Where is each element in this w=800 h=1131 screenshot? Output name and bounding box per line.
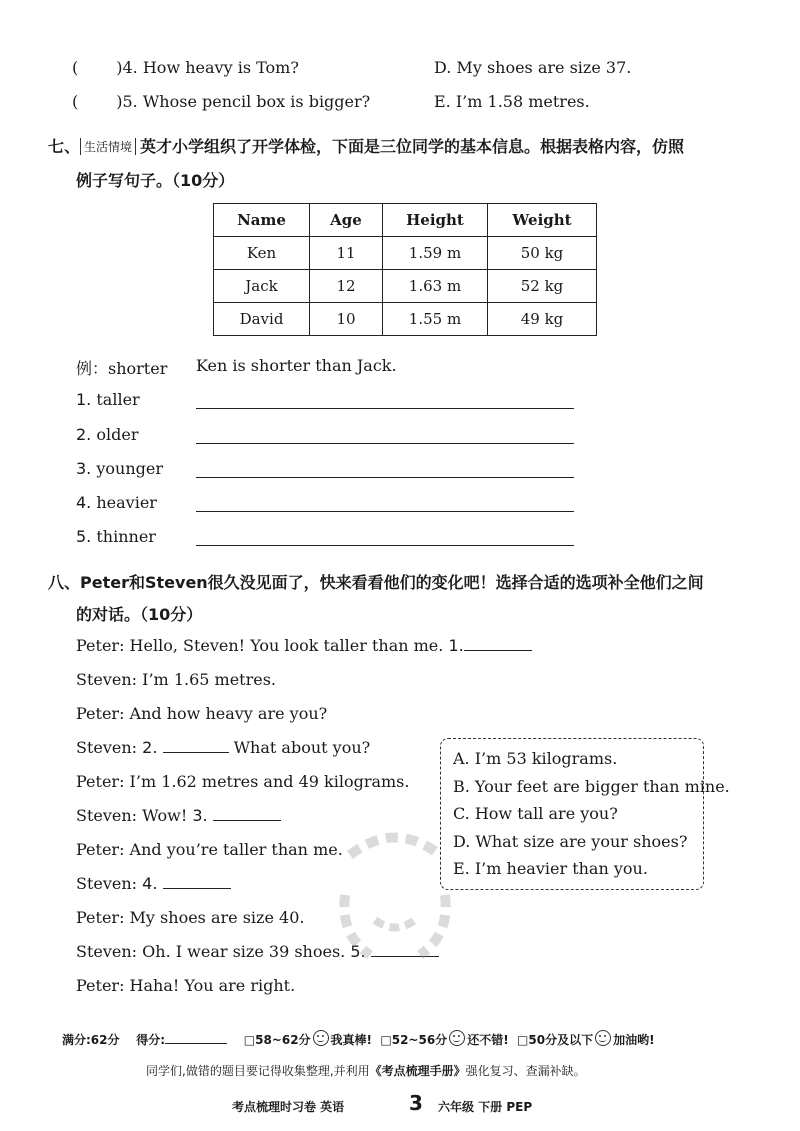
example-sentence: Ken is shorter than Jack.	[196, 356, 397, 375]
table-header-row	[214, 204, 597, 237]
cheer-face-icon	[595, 1030, 611, 1046]
options-box	[440, 738, 730, 890]
writing-line-3[interactable]	[196, 477, 574, 478]
score-blank[interactable]	[165, 1042, 227, 1044]
header-weight: Weight	[488, 204, 597, 237]
bracket-open: (	[72, 92, 79, 111]
sentence-item-2: 2. older	[76, 425, 139, 444]
cell-weight: 49 kg	[488, 303, 597, 336]
section7-tag: 生活情境	[80, 138, 136, 155]
cell-height: 1.55 m	[383, 303, 488, 336]
cell-weight: 50 kg	[488, 237, 597, 270]
section7-instructions-line1: 英才小学组织了开学体检，下面是三位同学的基本信息。根据表格内容，仿照	[140, 137, 685, 156]
dialogue-line: Peter: I’m 1.62 metres and 49 kilograms.	[76, 772, 410, 791]
table-row	[214, 237, 597, 270]
bracket-close: )	[116, 92, 123, 111]
dialogue-line: Peter: My shoes are size 40.	[76, 908, 305, 927]
header-age: Age	[310, 204, 383, 237]
smile-face-icon	[449, 1030, 465, 1046]
question-text: 4. How heavy is Tom?	[122, 58, 299, 77]
score-label: 得分:	[136, 1033, 166, 1047]
review-note: 同学们,做错的题目要记得收集整理,并利用《考点梳理手册》强化复习、查漏补缺。	[146, 1064, 586, 1078]
match-answer-d: D. My shoes are size 37.	[434, 58, 632, 77]
section8-heading	[48, 570, 704, 593]
table-row	[214, 270, 597, 303]
rating-text-2: 还不错!	[467, 1033, 509, 1047]
cell-name: Jack	[214, 270, 310, 303]
sentence-item-5: 5. thinner	[76, 527, 156, 546]
section7-instructions-line2: 例子写句子。（10分）	[76, 171, 235, 190]
section8-instructions-line1: Peter和Steven很久没见面了，快来看看他们的变化吧！选择合适的选项补全他们之间	[80, 573, 704, 592]
page-number: 3	[409, 1091, 423, 1115]
cell-height: 1.63 m	[383, 270, 488, 303]
section7-heading	[48, 134, 684, 157]
header-height: Height	[383, 204, 488, 237]
example-label: 例：shorter	[76, 359, 168, 378]
match-row-4	[72, 58, 299, 77]
score-line	[62, 1030, 655, 1048]
sentence-item-3: 3. younger	[76, 459, 163, 478]
rating-range-3[interactable]: □50分及以下	[517, 1033, 594, 1047]
answer-blank-4[interactable]	[163, 887, 231, 889]
answer-blank-2[interactable]	[163, 751, 229, 753]
dialogue-line: Peter: Hello, Steven! You look taller than me. 1.	[76, 636, 532, 655]
dialogue-line: Steven: 2. What about you?	[76, 738, 371, 757]
option-a: A. I’m 53 kilograms.	[453, 749, 618, 768]
header-name: Name	[214, 204, 310, 237]
section7-number: 七、	[48, 137, 81, 156]
cell-age: 10	[310, 303, 383, 336]
rating-range-2[interactable]: □52~56分	[380, 1033, 448, 1047]
writing-line-2[interactable]	[196, 443, 574, 444]
dialogue-line: Steven: Wow! 3.	[76, 806, 281, 825]
writing-line-4[interactable]	[196, 511, 574, 512]
sentence-item-1: 1. taller	[76, 390, 140, 409]
smile-face-icon	[313, 1030, 329, 1046]
full-score: 满分:62分	[62, 1033, 120, 1047]
dialogue-line: Peter: And how heavy are you?	[76, 704, 328, 723]
rating-range-1[interactable]: □58~62分	[243, 1033, 311, 1047]
writing-line-5[interactable]	[196, 545, 574, 546]
question-text: 5. Whose pencil box is bigger?	[122, 92, 371, 111]
option-c: C. How tall are you?	[453, 804, 618, 823]
cell-height: 1.59 m	[383, 237, 488, 270]
rating-text-3: 加油哟!	[613, 1033, 655, 1047]
cell-name: Ken	[214, 237, 310, 270]
dialogue-line: Steven: 4.	[76, 874, 231, 893]
watermark-seal	[330, 825, 460, 965]
section8-instructions-line2: 的对话。（10分）	[76, 605, 203, 624]
dialogue-line: Steven: Oh. I wear size 39 shoes. 5.	[76, 942, 439, 961]
option-e: E. I’m heavier than you.	[453, 859, 648, 878]
answer-blank-3[interactable]	[213, 819, 281, 821]
dialogue-line: Steven: I’m 1.65 metres.	[76, 670, 277, 689]
option-d: D. What size are your shoes?	[453, 832, 688, 851]
cell-name: David	[214, 303, 310, 336]
rating-text-1: 我真棒!	[330, 1033, 373, 1047]
cell-weight: 52 kg	[488, 270, 597, 303]
dialogue-line: Peter: Haha! You are right.	[76, 976, 296, 995]
handbook-title: 《考点梳理手册》	[369, 1064, 466, 1078]
writing-line-1[interactable]	[196, 408, 574, 409]
answer-blank-1[interactable]	[464, 649, 532, 651]
table-row	[214, 303, 597, 336]
section8-number: 八、	[48, 573, 81, 592]
bracket-open: (	[72, 58, 79, 77]
match-row-5	[72, 92, 370, 111]
dialogue-line: Peter: And you’re taller than me.	[76, 840, 343, 859]
student-info-table	[213, 203, 597, 336]
cell-age: 11	[310, 237, 383, 270]
match-answer-e: E. I’m 1.58 metres.	[434, 92, 590, 111]
book-info-right: 六年级 下册 PEP	[438, 1100, 533, 1114]
sentence-item-4: 4. heavier	[76, 493, 157, 512]
bracket-close: )	[116, 58, 123, 77]
option-b: B. Your feet are bigger than mine.	[453, 777, 730, 796]
cell-age: 12	[310, 270, 383, 303]
book-info-left: 考点梳理时习卷 英语	[232, 1100, 345, 1114]
